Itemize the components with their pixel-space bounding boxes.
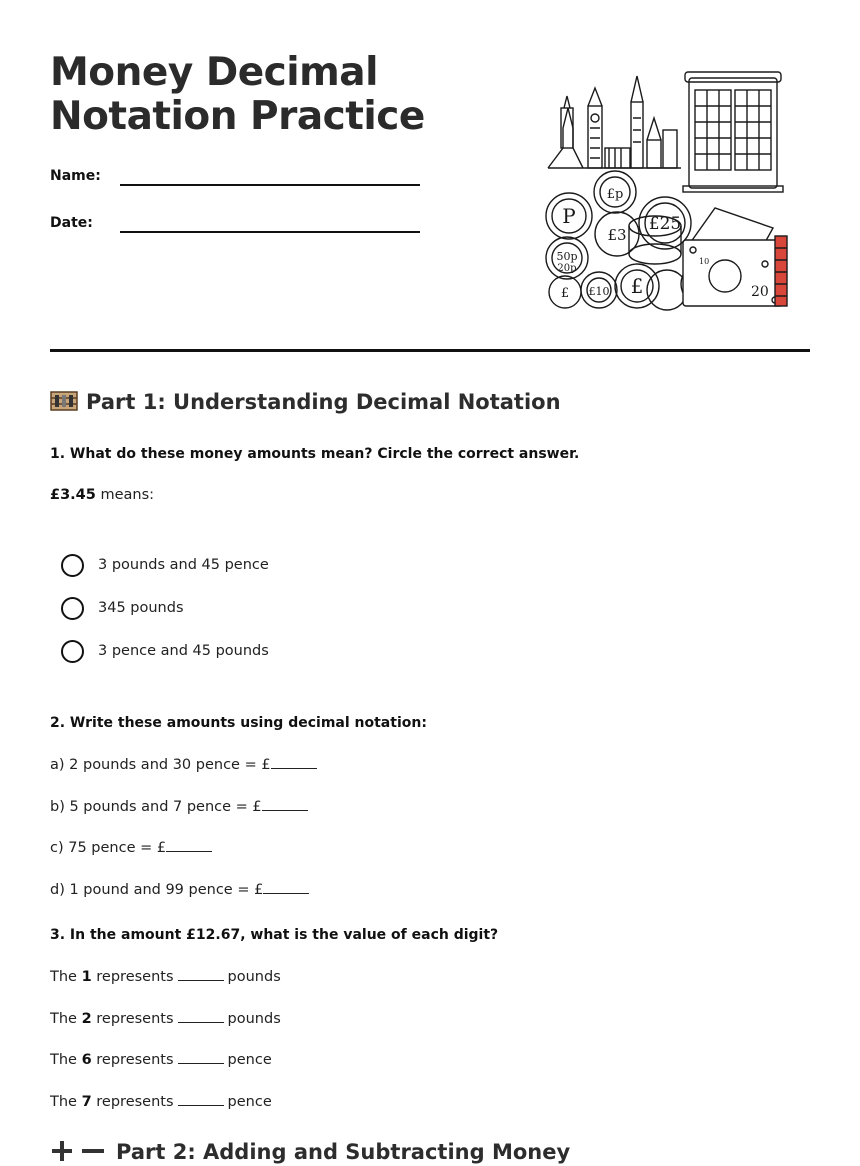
question-2-item <box>50 756 320 773</box>
answer-blank[interactable] <box>271 756 317 769</box>
row-verb: represents <box>96 969 174 985</box>
skyline-drawing <box>548 76 681 168</box>
digit-value-row <box>50 1093 272 1110</box>
coin-label: P <box>562 204 576 228</box>
answer-blank[interactable] <box>263 881 309 894</box>
coin-label: £ <box>630 274 644 298</box>
banknote-value: 20 <box>751 284 769 300</box>
row-verb: represents <box>96 1094 174 1110</box>
title-line-1: Money Decimal <box>50 50 378 95</box>
coin-label: £10 <box>588 285 610 298</box>
question-1-amount: £3.45 <box>50 487 96 503</box>
row-unit: pounds <box>227 969 281 985</box>
part1-title: Part 1: Understanding Decimal Notation <box>86 390 561 414</box>
answer-blank[interactable] <box>178 1093 224 1106</box>
answer-blank[interactable] <box>178 1010 224 1023</box>
question-2-item <box>50 839 215 856</box>
date-label: Date: <box>50 215 93 231</box>
date-line[interactable] <box>120 231 420 233</box>
london-money-illustration <box>543 68 813 313</box>
radio-circle[interactable] <box>61 640 84 663</box>
question-2-prompt: 2. Write these amounts using decimal notation: <box>50 715 427 731</box>
question-2-item-text: d) 1 pound and 99 pence = £ <box>50 882 264 898</box>
answer-blank[interactable] <box>262 798 308 811</box>
question-3-prompt: 3. In the amount £12.67, what is the value of each digit? <box>50 927 499 943</box>
banknote-small-value: 10 <box>699 257 710 266</box>
name-field[interactable] <box>50 162 422 190</box>
abacus-icon <box>50 391 78 416</box>
part2-title: Part 2: Adding and Subtracting Money <box>116 1140 571 1164</box>
coin-label: £25 <box>648 214 682 234</box>
coin-label: 20p <box>557 263 577 274</box>
name-label: Name: <box>50 168 101 184</box>
page-title <box>50 51 510 139</box>
row-digit: 6 <box>81 1052 92 1068</box>
question-2-item-text: b) 5 pounds and 7 pence = £ <box>50 799 262 815</box>
answer-blank[interactable] <box>166 839 212 852</box>
header-divider <box>50 349 810 352</box>
question-2-item-text: c) 75 pence = £ <box>50 840 167 856</box>
row-unit: pence <box>227 1052 272 1068</box>
row-prefix: The <box>50 1094 77 1110</box>
coin-label: £p <box>606 187 624 202</box>
row-prefix: The <box>50 969 77 985</box>
question-2-item <box>50 798 311 815</box>
row-digit: 2 <box>81 1011 92 1027</box>
question-1-amount-line <box>50 487 154 503</box>
row-verb: represents <box>96 1052 174 1068</box>
answer-blank[interactable] <box>178 968 224 981</box>
coin-label: 50p <box>556 250 578 263</box>
row-verb: represents <box>96 1011 174 1027</box>
date-field[interactable] <box>50 209 422 237</box>
row-prefix: The <box>50 1052 77 1068</box>
radio-circle[interactable] <box>61 554 84 577</box>
question-1-means: means: <box>100 487 155 503</box>
plus-minus-icon <box>50 1141 108 1166</box>
row-unit: pence <box>227 1094 272 1110</box>
radio-circle[interactable] <box>61 597 84 620</box>
digit-value-row <box>50 1051 272 1068</box>
question-1-prompt: 1. What do these money amounts mean? Circle the correct answer. <box>50 446 580 462</box>
question-2-item-text: a) 2 pounds and 30 pence = £ <box>50 757 271 773</box>
question-2-item <box>50 881 312 898</box>
coin-label: £3 <box>607 226 627 244</box>
title-line-2: Notation Practice <box>50 94 425 139</box>
row-prefix: The <box>50 1011 77 1027</box>
answer-option-label: 345 pounds <box>98 600 184 616</box>
name-line[interactable] <box>120 184 420 186</box>
answer-option-label: 3 pounds and 45 pence <box>98 557 269 573</box>
answer-blank[interactable] <box>178 1051 224 1064</box>
answer-option-label: 3 pence and 45 pounds <box>98 643 269 659</box>
digit-value-row <box>50 968 281 985</box>
digit-value-row <box>50 1010 281 1027</box>
row-digit: 1 <box>81 969 92 985</box>
row-unit: pounds <box>227 1011 281 1027</box>
phone-box-drawing <box>683 72 783 192</box>
part2-heading <box>50 1140 570 1166</box>
part1-heading <box>50 390 561 416</box>
row-digit: 7 <box>81 1094 92 1110</box>
coin-label: £ <box>560 286 570 301</box>
